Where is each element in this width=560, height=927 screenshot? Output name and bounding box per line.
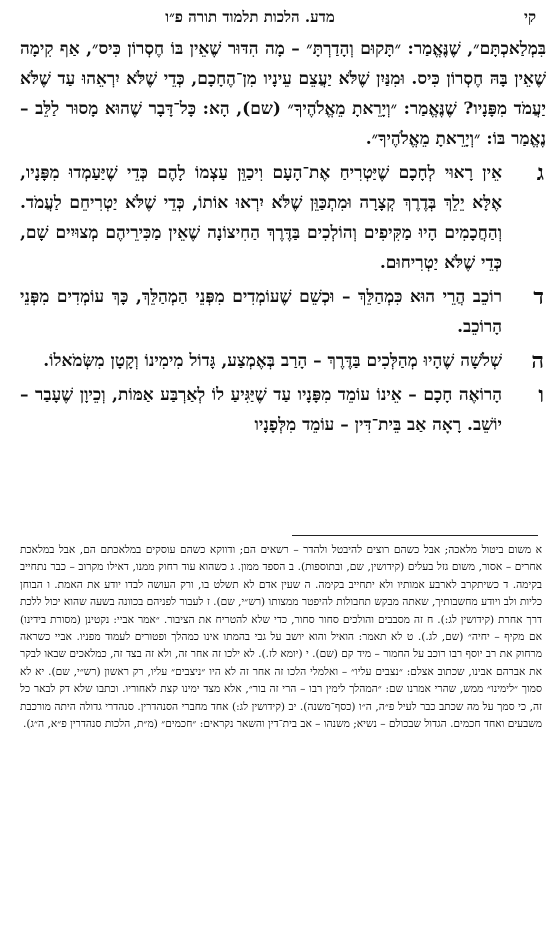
- footnote-divider: [292, 535, 538, 536]
- paragraph-letter: ד: [533, 284, 544, 310]
- page-number: קי: [524, 8, 536, 26]
- paragraph-letter: ה: [531, 348, 544, 374]
- running-title: מדע. הלכות תלמוד תורה פ״ו: [165, 8, 335, 26]
- paragraph-letter: ג: [536, 160, 544, 186]
- running-header: [22, 6, 538, 30]
- halacha-paragraph-vav: [20, 380, 546, 440]
- halacha-paragraph-gimel: [20, 158, 546, 278]
- halacha-paragraph-dalet: [20, 282, 546, 342]
- paragraph-text: בִּמְלַאכְתָּם״, שֶׁנֶּאֱמַר: ״תָּקוּם וְהָדַרְתָּ״ – מָה הִדּוּר שֶׁאֵין בּוֹ חֶסְרוֹן כִּיס״, אַף קִימָה שֶׁאֵין בָּהּ חֶסְרוֹן כִּיס. וּמִנַּיִן שֶׁלֹּא יַעֲצֵם עֵינָיו מִן־הֶחָכָם, כְּדֵי שֶׁלֹּא יִרְאֵהוּ עַד שֶׁלֹּא יַעֲמֹד מִפָּנָיו? שֶׁנֶּאֱמַר: ״וְיָרֵאתָ מֵאֱלֹהֶיךָ״ (שם), הָא: כָּל־דָּבָר שֶׁהוּא מָסוּר לַלֵּב – נֶאֱמַר בּוֹ: ״וְיָרֵאתָ מֵאֱלֹהֶיךָ״.: [20, 39, 546, 149]
- paragraph-text: שְׁלֹשָׁה שֶׁהָיוּ מְהַלְּכִים בַּדֶּרֶךְ – הָרַב בְּאֶמְצַע, גָּדוֹל מִימִינוֹ וְקָטָן מִשְּׂמֹאלוֹ.: [43, 351, 502, 371]
- paragraph-letter: ו: [538, 382, 544, 408]
- halacha-paragraph-he: [20, 346, 546, 376]
- paragraph-text: הָרוֹאֶה חָכָם – אֵינוֹ עוֹמֵד מִפָּנָיו עַד שֶׁיַּגִּיעַ לוֹ לְאַרְבַּע אַמּוֹת, וְכֵיוָן שֶׁעָבַר – יוֹשֵׁב. רָאָה אַב בֵּית־דִּין – עוֹמֵד מִלְּפָנָיו: [20, 385, 502, 435]
- footnote-text: א משום ביטול מלאכה; אבל כשהם רוצים להיבטל ולהדר – רשאים הם; ודווקא כשהם עוסקים במלאכתם הם, אבל במלאכת אחרים – אסור, משום גזל בעלים (קידושין, שם, ובתוספות). ב הספד ממון. ג כשהוא עוד רחוק ממנו, דאילו מקרוב – כבר נתחייב בקימה. ד כשיתקרב לארבע אמותיו ולא יתחייב בקימה. ה שעין אדם לא תשלט בו, ורק העושה לבדו יודע את האמת. ו הבוחן כליות ולב ויודע מחשבותיך, שאתה מבקש תחבולות להיפטר ממצותו (רש״י, שם). ז לעבור לפניהם בכוונה בשעה שהוא יכול ללכת דרך אחרת (קידושין לג:). ח זה מסבבים והולכים סחור סחור, כדי שלא להטריח את הציבור. ״אמר אביי: נקטינן (מסורת בידינו) אם מקיף – יחיה״ (שם, לג.). ט לא תאמר: הואיל והוא יושב על גבי בהמתו אינו כמהלך ופטורים לעמוד מפניו. אביי כשראה מרחוק את רב יוסף רבו רוכב על החמור – מיד קם (שם). י (יומא לז.). לא ילכו זה אחר זה, ולא זה בצד זה, כמלאכים שבאו לבקר את אברהם אבינו, שכתוב אצלם: ״נצבים עליו״ – ואלמלי הלכו זה אחר זה לא היו ״ניצבים״ עליו, רק ראשון (רש״י, שם). יא לא סמוך ״לימינו״ ממש, שהרי אמרנו שם: ״המהלך לימין רבו – הרי זה בור״, אלא מצד ימינו קצת לאחוריו. וכתבו שלא דק לבאר כל זה, כי סמך על מה שכתב כבר לעיל פ״ה, ה״ו (כסף־משנה). יב (קידושין לג:) אחד מחברי הסנהדרין. סנהדרי גדולה היתה מורכבת משבעים ואחד חכמים. הגדול שבכולם – נשיא; משנהו – אב בית־דין והשאר נקראים: ״חכמים״ (מ״ת, הלכות סנהדרין פ״א, ה״ג).: [20, 544, 542, 731]
- paragraph-text: אֵין רָאוּי לְחָכָם שֶׁיַּטְרִיחַ אֶת־הָעָם וִיכַוֵּן עַצְמוֹ לָהֶם כְּדֵי שֶׁיַּעַמְדוּ מִפָּנָיו, אֶלָּא יֵלֵךְ בְּדֶרֶךְ קְצָרָה וּמִתְכַּוֵּן שֶׁלֹּא יִרְאוּ אוֹתוֹ, כְּדֵי שֶׁלֹּא יַטְרִיחֵם לַעֲמֹד. וְהַחֲכָמִים הָיוּ מַקִּיפִים וְהוֹלְכִים בַּדֶּרֶךְ הַחִיצוֹנָה שֶׁאֵין מַכִּירֵיהֶם מְצוּיִים שָׁם, כְּדֵי שֶׁלֹּא יַטְרִיחוּם.: [20, 163, 502, 273]
- paragraph-text: רוֹכֵב הֲרֵי הוּא כִּמְהַלֵּךְ – וּכְשֵׁם שֶׁעוֹמְדִים מִפְּנֵי הַמְהַלֵּךְ, כָּךְ עוֹמְדִים מִפְּנֵי הָרוֹכֵב.: [20, 287, 502, 337]
- footnotes: [20, 542, 542, 733]
- main-text: [20, 34, 546, 444]
- paragraph-continuation: [20, 34, 546, 154]
